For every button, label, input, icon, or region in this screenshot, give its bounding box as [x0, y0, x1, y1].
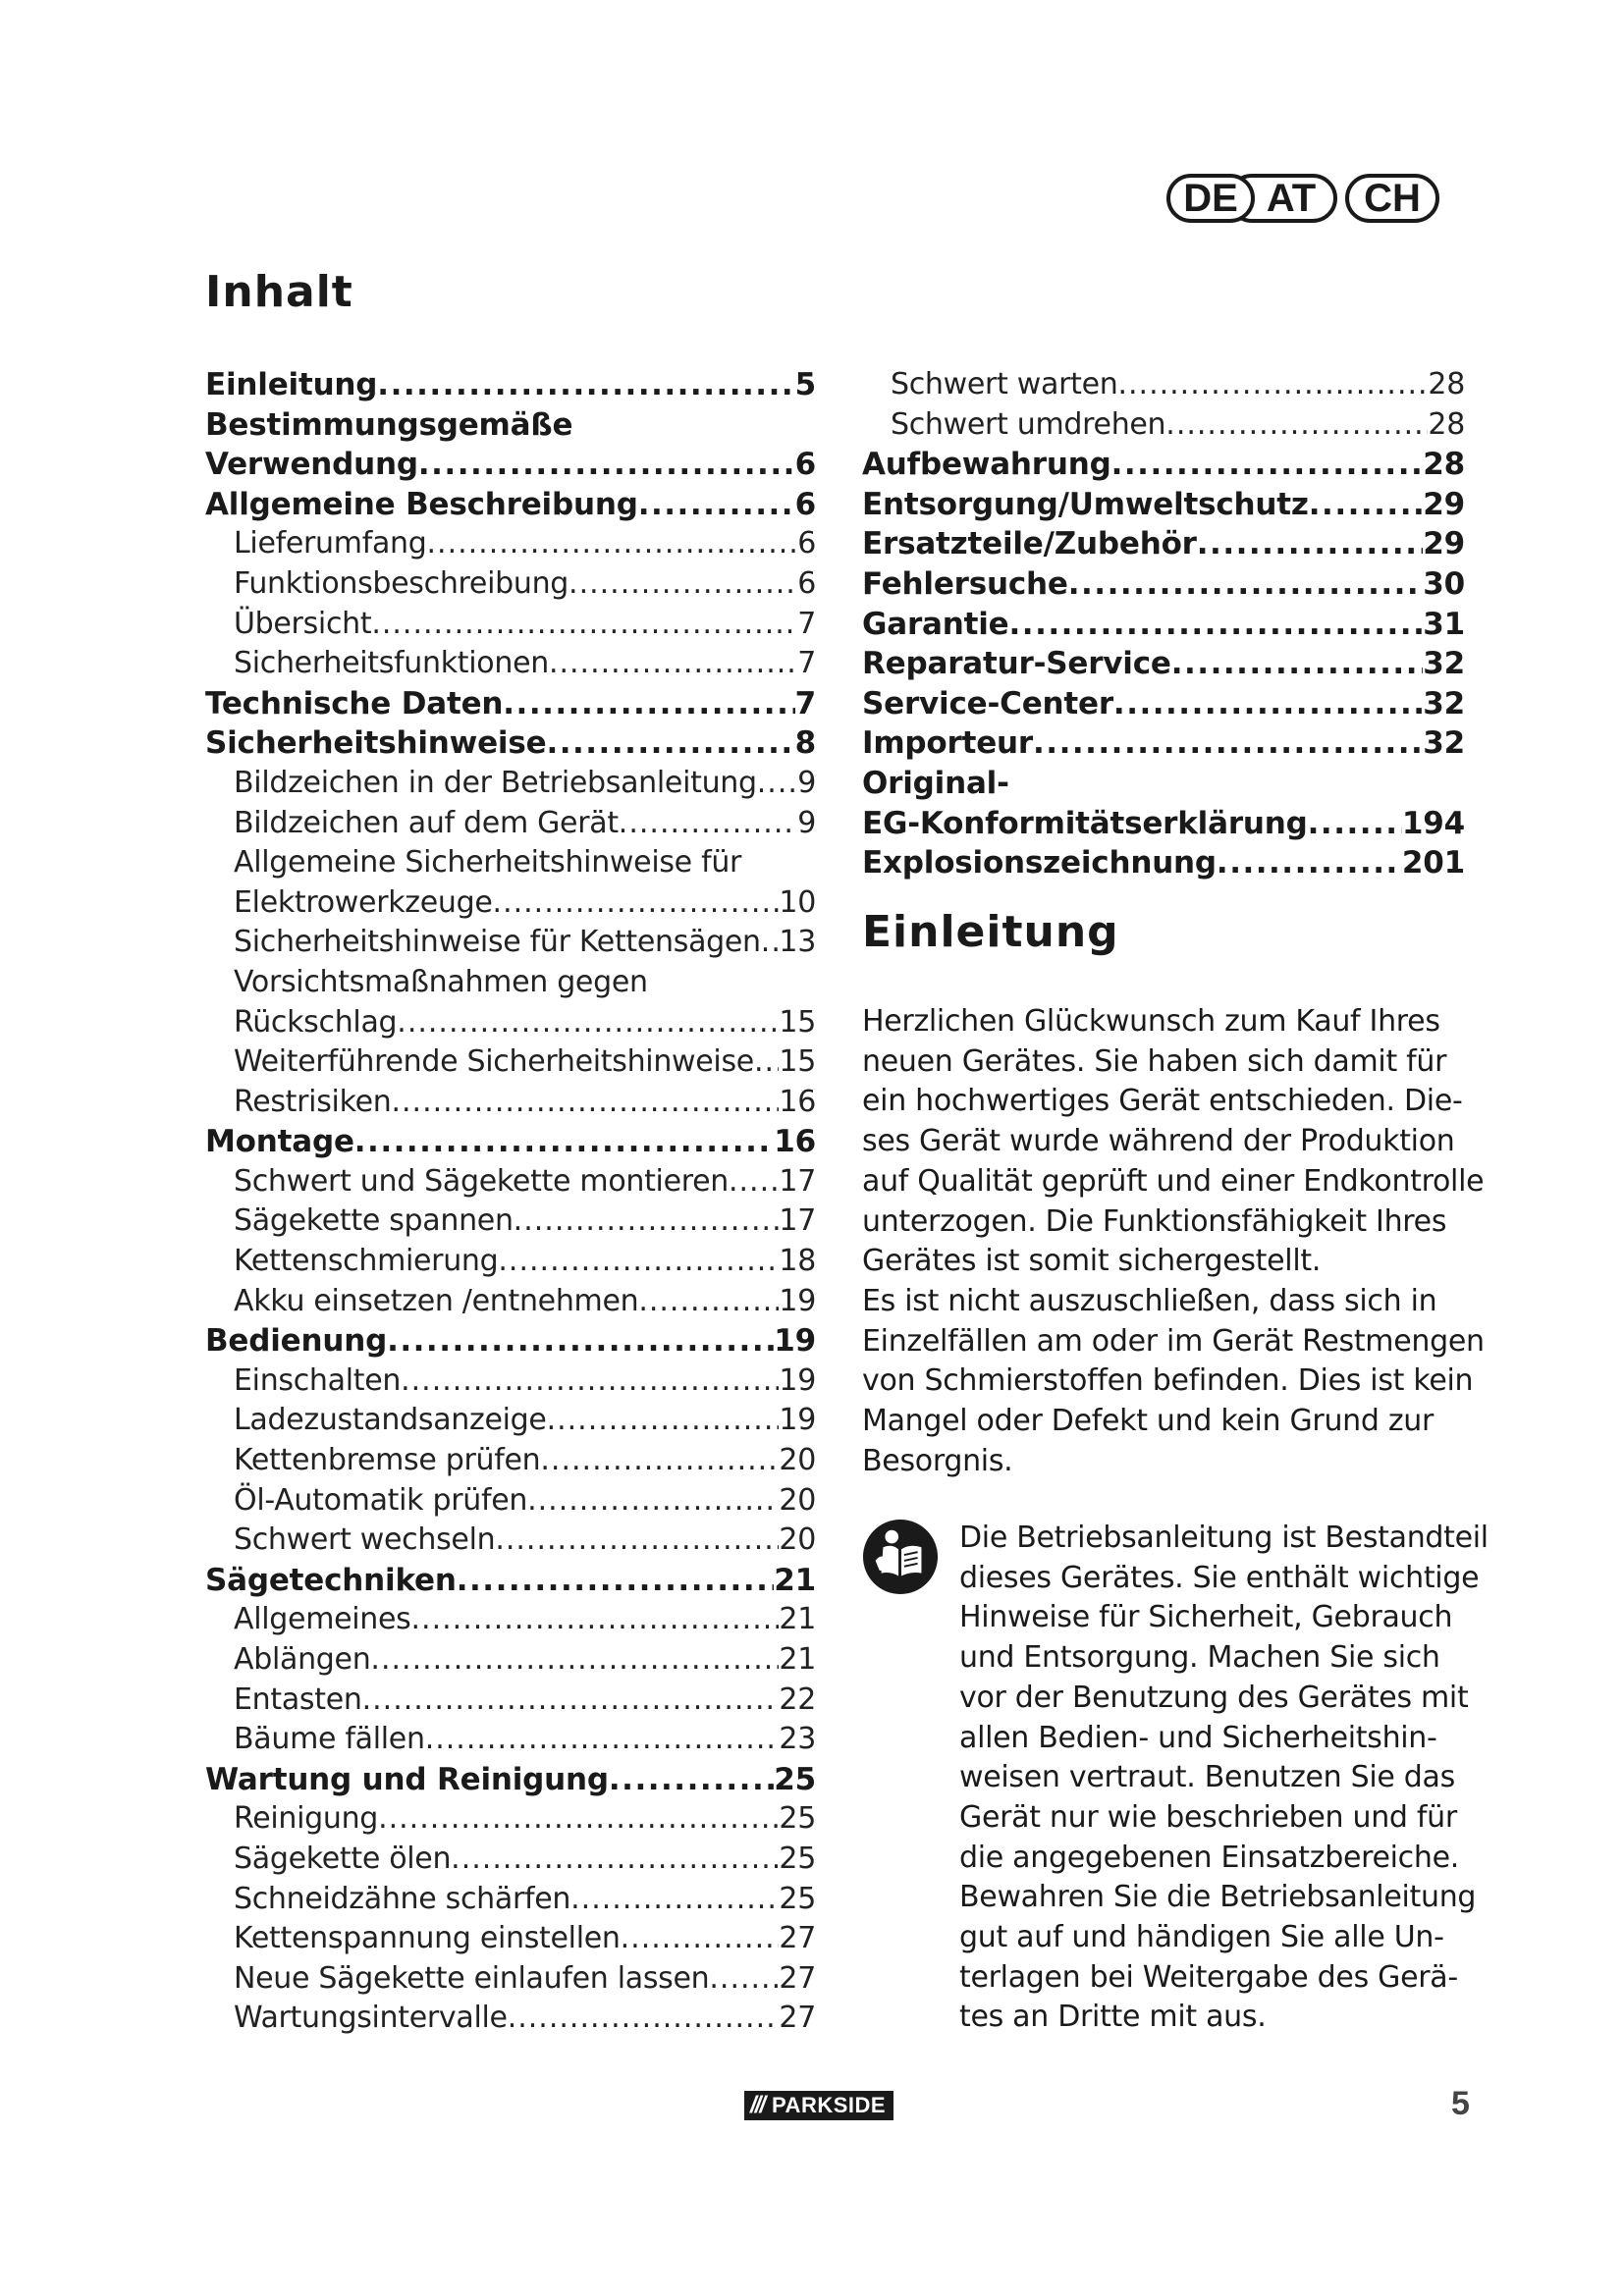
toc-entry-title: Sicherheitshinweise [205, 725, 547, 762]
toc-entry-title: Entasten [234, 1682, 362, 1717]
toc-entry [205, 764, 816, 804]
toc-entry-title: Reinigung [234, 1801, 379, 1837]
toc-entry-page: 6 [797, 565, 816, 601]
toc-entry-title: Rückschlag [234, 1004, 398, 1040]
toc-entry-title: Fehlersuche [862, 565, 1068, 602]
toc-entry [205, 605, 816, 645]
toc-entry-title: Schneidzähne schärfen [234, 1881, 571, 1916]
toc-entry [205, 1083, 816, 1123]
toc-entry-page: 25 [779, 1801, 816, 1837]
toc-entry-title: Wartung und Reinigung [205, 1761, 609, 1797]
toc-entry [205, 1640, 816, 1681]
toc-entry-title: Explosionszeichnung [862, 845, 1217, 881]
toc-dot-leader [527, 1481, 779, 1522]
toc-entry [862, 644, 1465, 684]
toc-entry-page: 19 [779, 1283, 816, 1318]
toc-entry-title: Bedienung [205, 1323, 388, 1360]
toc-entry [205, 445, 816, 485]
toc-title: Inhalt [205, 267, 353, 317]
toc-entry-title: Sicherheitsfunktionen [234, 646, 549, 681]
toc-entry [862, 365, 1465, 405]
toc-entry-page: 21 [774, 1562, 816, 1598]
toc-entry [205, 1760, 816, 1800]
toc-dot-leader [1197, 524, 1423, 564]
toc-dot-leader [1113, 684, 1423, 724]
toc-entry [205, 1600, 816, 1640]
toc-entry [205, 1362, 816, 1402]
toc-entry [862, 764, 1465, 804]
toc-entry-page: 25 [779, 1841, 816, 1876]
toc-entry-page: 25 [779, 1881, 816, 1916]
toc-entry [205, 923, 816, 963]
toc-entry-title: Entsorgung/Umweltschutz [862, 486, 1309, 522]
toc-entry [205, 405, 816, 446]
toc-entry-page: 29 [1423, 486, 1465, 522]
toc-dot-leader [371, 605, 797, 645]
toc-entry-title: Kettenbremse prüfen [234, 1443, 541, 1478]
intro-line: Es ist nicht auszuschließen, dass sich in [862, 1283, 1437, 1318]
toc-dot-leader [1217, 843, 1402, 883]
toc-entry-page: 6 [794, 447, 816, 483]
toc-entry-title: Garantie [862, 606, 1009, 642]
toc-entry-page: 10 [779, 884, 816, 920]
logo-text: PARKSIDE [772, 2093, 887, 2117]
toc-entry-title: Öl-Automatik prüfen [234, 1482, 528, 1518]
toc-entry [205, 1880, 816, 1920]
country-badge-ch: CH [1345, 174, 1439, 223]
toc-entry-page: 27 [779, 1921, 816, 1956]
toc-entry-title: Allgemeine Beschreibung [205, 486, 638, 522]
toc-entry-page: 5 [794, 367, 816, 402]
toc-entry [205, 1799, 816, 1840]
toc-entry [205, 1003, 816, 1043]
toc-entry [862, 405, 1465, 446]
toc-dot-leader [391, 1083, 779, 1123]
toc-entry-page: 19 [779, 1403, 816, 1438]
toc-dot-leader [568, 564, 797, 605]
toc-entry-title: Restrisiken [234, 1084, 392, 1119]
toc-entry-title: Aufbewahrung [862, 447, 1111, 483]
toc-entry-title: Weiterführende Sicherheitshinweise [234, 1044, 754, 1080]
toc-entry-title: Sägekette spannen [234, 1203, 514, 1239]
parkside-logo [744, 2091, 893, 2120]
toc-entry-page: 28 [1428, 406, 1465, 442]
toc-entry-page: 30 [1423, 565, 1465, 602]
toc-entry-page: 28 [1423, 447, 1465, 483]
intro-title: Einleitung [862, 907, 1119, 957]
toc-entry [205, 1162, 816, 1202]
toc-entry [862, 723, 1465, 764]
toc-entry-title: Reparatur-Service [862, 646, 1171, 682]
toc-entry [205, 485, 816, 525]
toc-entry-page: 19 [779, 1362, 816, 1398]
note-line: Die Betriebsanleitung ist Bestandteil [959, 1521, 1489, 1555]
toc-dot-leader [757, 764, 797, 804]
toc-entry-title: Kettenspannung einstellen [234, 1921, 621, 1956]
toc-entry-page: 15 [779, 1004, 816, 1040]
toc-entry-title: Technische Daten [205, 685, 504, 721]
toc-entry-title: Einleitung [205, 367, 378, 402]
intro-line: ein hochwertiges Gerät entschieden. Die- [862, 1084, 1463, 1119]
toc-entry-title: Montage [205, 1124, 354, 1160]
note-line: vor der Benutzung des Gerätes mit [959, 1680, 1469, 1715]
toc-entry-title: Neue Sägekette einlaufen lassen [234, 1960, 710, 1996]
toc-dot-leader [621, 1919, 780, 1959]
toc-entry [205, 684, 816, 724]
toc-dot-leader [495, 1521, 779, 1561]
toc-entry-title: Elektrowerkzeuge [234, 884, 493, 920]
note-line: weisen vertraut. Benutzen Sie das [959, 1760, 1455, 1795]
toc-entry [205, 1282, 816, 1322]
toc-entry-page: 7 [794, 685, 816, 721]
toc-entry [205, 1919, 816, 1959]
toc-entry-title: Übersicht [234, 606, 372, 641]
toc-dot-leader [1009, 605, 1424, 645]
intro-line: auf Qualität geprüft und einer Endkontrolle [862, 1163, 1485, 1199]
toc-entry-page: 21 [779, 1602, 816, 1637]
toc-entry-page: 32 [1423, 685, 1465, 721]
toc-entry-title: Importeur [862, 725, 1034, 762]
toc-entry [205, 524, 816, 564]
toc-dot-leader [387, 1321, 774, 1362]
toc-dot-leader [370, 1640, 779, 1681]
toc-dot-leader [638, 485, 795, 525]
toc-dot-leader [425, 1720, 780, 1760]
toc-entry-page: 28 [1428, 367, 1465, 401]
toc-entry-title: Schwert warten [891, 367, 1118, 401]
note-line: dieses Gerätes. Sie enthält wichtige [959, 1560, 1480, 1595]
toc-dot-leader [549, 644, 797, 684]
toc-dot-leader [1308, 804, 1402, 844]
intro-line: neuen Gerätes. Sie haben sich damit für [862, 1043, 1447, 1079]
toc-dot-leader [362, 1681, 780, 1721]
toc-entry-title: Lieferumfang [234, 526, 427, 561]
toc-dot-leader [378, 1799, 779, 1840]
note-line: allen Bedien- und Sicherheitshin- [959, 1720, 1437, 1755]
country-badge-de: DE [1166, 174, 1255, 223]
toc-dot-leader [546, 723, 794, 764]
toc-entry-title: Vorsichtsmaßnahmen gegen [234, 964, 648, 999]
toc-entry-title: Ladezustandsanzeige [234, 1403, 547, 1438]
toc-entry-page: 21 [779, 1642, 816, 1677]
toc-dot-leader [709, 1959, 779, 2000]
intro-paragraph [862, 1002, 1485, 1481]
toc-dot-leader [761, 923, 780, 963]
toc-entry-title: Funktionsbeschreibung [234, 565, 569, 601]
toc-dot-leader [1111, 445, 1424, 485]
toc-dot-leader [1068, 564, 1424, 605]
toc-entry-page: 6 [797, 526, 816, 561]
toc-dot-leader [508, 1999, 780, 2039]
toc-entry [205, 365, 816, 405]
toc-entry [862, 445, 1465, 485]
intro-line: Herzlichen Glückwunsch zum Kauf Ihres [862, 1004, 1440, 1039]
toc-entry-title: Ersatzteile/Zubehör [862, 526, 1197, 562]
toc-dot-leader [638, 1282, 779, 1322]
toc-dot-leader [401, 1362, 779, 1402]
toc-dot-leader [729, 1162, 779, 1202]
toc-entry-title: Bäume fällen [234, 1722, 425, 1757]
toc-entry-title: Schwert und Sägekette montieren [234, 1163, 729, 1199]
toc-dot-leader [1171, 644, 1424, 684]
intro-line: von Schmierstoffen befinden. Dies ist kein [862, 1363, 1474, 1399]
toc-entry-page: 6 [794, 486, 816, 522]
toc-entry-title: Wartungsintervalle [234, 2001, 508, 2036]
toc-entry-page: 20 [779, 1482, 816, 1518]
toc-entry-page: 17 [779, 1203, 816, 1239]
toc-dot-leader [503, 684, 794, 724]
toc-entry-title: Sägetechniken [205, 1562, 457, 1598]
toc-entry-page: 27 [779, 1960, 816, 1996]
toc-entry-page: 32 [1423, 725, 1465, 762]
toc-dot-leader [451, 1840, 779, 1880]
toc-entry [862, 684, 1465, 724]
note-line: Bewahren Sie die Betriebsanleitung [959, 1880, 1477, 1915]
note-line: die angegebenen Einsatzbereiche. [959, 1840, 1459, 1875]
country-badge-at: AT [1227, 174, 1337, 223]
toc-entry [205, 723, 816, 764]
toc-entry-page: 9 [797, 765, 816, 800]
toc-entry [205, 644, 816, 684]
toc-entry-page: 15 [779, 1044, 816, 1080]
toc-entry [862, 605, 1465, 645]
toc-dot-leader [411, 1600, 780, 1640]
intro-line: Mangel oder Defekt und kein Grund zur [862, 1404, 1435, 1439]
toc-entry-page: 18 [779, 1244, 816, 1279]
note-line: gut auf und händigen Sie alle Un- [959, 1920, 1444, 1955]
intro-line: ses Gerät wurde während der Produktion [862, 1124, 1455, 1159]
toc-dot-leader [619, 804, 797, 844]
toc-entry [205, 1122, 816, 1162]
toc-entry [205, 1401, 816, 1441]
toc-entry [205, 963, 816, 1003]
note-line: und Entsorgung. Machen Sie sich [959, 1640, 1440, 1676]
toc-dot-leader [354, 1122, 774, 1162]
toc-dot-leader [1033, 723, 1423, 764]
intro-line: Besorgnis. [862, 1443, 1013, 1478]
toc-entry-page: 9 [797, 805, 816, 840]
toc-dot-leader [514, 1201, 780, 1242]
toc-entry [205, 1481, 816, 1522]
toc-entry-page: 31 [1423, 606, 1465, 642]
toc-entry [205, 804, 816, 844]
toc-left-column [205, 365, 816, 2039]
toc-entry [205, 1561, 816, 1601]
note-line: tes an Dritte mit aus. [959, 2000, 1267, 2035]
note-line: terlagen bei Weitergabe des Gerä- [959, 1959, 1458, 1995]
toc-entry-title: Allgemeines [234, 1602, 411, 1637]
toc-entry-title: Bildzeichen auf dem Gerät [234, 805, 619, 840]
toc-entry-title: Bildzeichen in der Betriebsanleitung [234, 765, 757, 800]
intro-line: unterzogen. Die Funktionsfähigkeit Ihres [862, 1203, 1447, 1239]
toc-entry-page: 7 [797, 606, 816, 641]
toc-dot-leader [547, 1401, 780, 1441]
toc-entry-page: 29 [1423, 526, 1465, 562]
toc-entry [205, 564, 816, 605]
toc-entry-page: 27 [779, 2001, 816, 2036]
toc-entry-page: 7 [797, 646, 816, 681]
toc-entry-title: Kettenschmierung [234, 1244, 499, 1279]
toc-entry [205, 1720, 816, 1760]
toc-entry-title: Bestimmungsgemäße [205, 406, 573, 443]
toc-entry-title: Schwert umdrehen [891, 406, 1166, 442]
toc-dot-leader [1117, 365, 1428, 405]
toc-entry [862, 843, 1465, 883]
manual-note-paragraph [959, 1519, 1489, 2038]
toc-entry [862, 804, 1465, 844]
toc-entry-page: 8 [794, 725, 816, 762]
toc-right-column [862, 365, 1465, 883]
toc-entry-page: 17 [779, 1163, 816, 1199]
intro-line: Einzelfällen am oder im Gerät Restmengen [862, 1323, 1485, 1359]
toc-entry-title: EG-Konformitätserklärung [862, 805, 1308, 841]
toc-entry-title: Original- [862, 765, 1009, 801]
note-line: Gerät nur wie beschrieben und für [959, 1799, 1457, 1835]
note-line: Hinweise für Sicherheit, Gebrauch [959, 1600, 1453, 1635]
toc-entry [205, 1441, 816, 1481]
toc-entry [205, 1681, 816, 1721]
toc-entry [205, 1959, 816, 2000]
toc-entry-title: Sicherheitshinweise für Kettensägen [234, 925, 761, 960]
toc-dot-leader [377, 365, 794, 405]
toc-entry-title: Allgemeine Sicherheitshinweise für [234, 845, 742, 881]
toc-entry-page: 22 [779, 1682, 816, 1717]
toc-entry-page: 16 [779, 1084, 816, 1119]
toc-entry-title: Sägekette ölen [234, 1841, 452, 1876]
toc-entry-page: 19 [774, 1323, 816, 1360]
toc-dot-leader [457, 1561, 775, 1601]
toc-entry-title: Ablängen [234, 1642, 371, 1677]
toc-entry [862, 485, 1465, 525]
toc-dot-leader [1309, 485, 1423, 525]
toc-entry-page: 194 [1401, 805, 1465, 841]
toc-entry-title: Einschalten [234, 1362, 402, 1398]
toc-entry [205, 1042, 816, 1083]
toc-entry [205, 1521, 816, 1561]
toc-dot-leader [570, 1880, 779, 1920]
toc-dot-leader [397, 1003, 779, 1043]
toc-entry-page: 32 [1423, 646, 1465, 682]
toc-dot-leader [427, 524, 798, 564]
toc-entry-page: 23 [779, 1722, 816, 1757]
toc-entry-page: 25 [774, 1761, 816, 1797]
toc-entry-title: Akku einsetzen /entnehmen [234, 1283, 639, 1318]
toc-dot-leader [1165, 405, 1428, 446]
toc-dot-leader [493, 883, 780, 924]
toc-entry [205, 843, 816, 883]
toc-entry [862, 524, 1465, 564]
toc-entry-page: 20 [779, 1522, 816, 1558]
toc-entry-page: 16 [774, 1124, 816, 1160]
read-manual-icon [862, 1519, 939, 1595]
toc-entry [205, 1321, 816, 1362]
toc-dot-leader [498, 1242, 779, 1282]
toc-entry [205, 1999, 816, 2039]
toc-entry-title: Verwendung [205, 447, 418, 483]
country-badges [1166, 171, 1439, 226]
toc-entry-page: 20 [779, 1443, 816, 1478]
toc-entry [862, 564, 1465, 605]
toc-entry-title: Schwert wechseln [234, 1522, 496, 1558]
toc-dot-leader [540, 1441, 779, 1481]
toc-dot-leader [418, 445, 795, 485]
toc-entry [205, 1242, 816, 1282]
toc-entry [205, 883, 816, 924]
toc-entry-page: 201 [1401, 845, 1465, 881]
page-number: 5 [1451, 2085, 1470, 2122]
intro-line: Gerätes ist somit sichergestellt. [862, 1244, 1322, 1279]
toc-dot-leader [754, 1042, 779, 1083]
toc-entry [205, 1840, 816, 1880]
toc-entry [205, 1201, 816, 1242]
toc-dot-leader [609, 1760, 774, 1800]
logo-slashes: /// [750, 2092, 765, 2118]
toc-entry-title: Service-Center [862, 685, 1113, 721]
toc-entry-page: 13 [779, 925, 816, 960]
